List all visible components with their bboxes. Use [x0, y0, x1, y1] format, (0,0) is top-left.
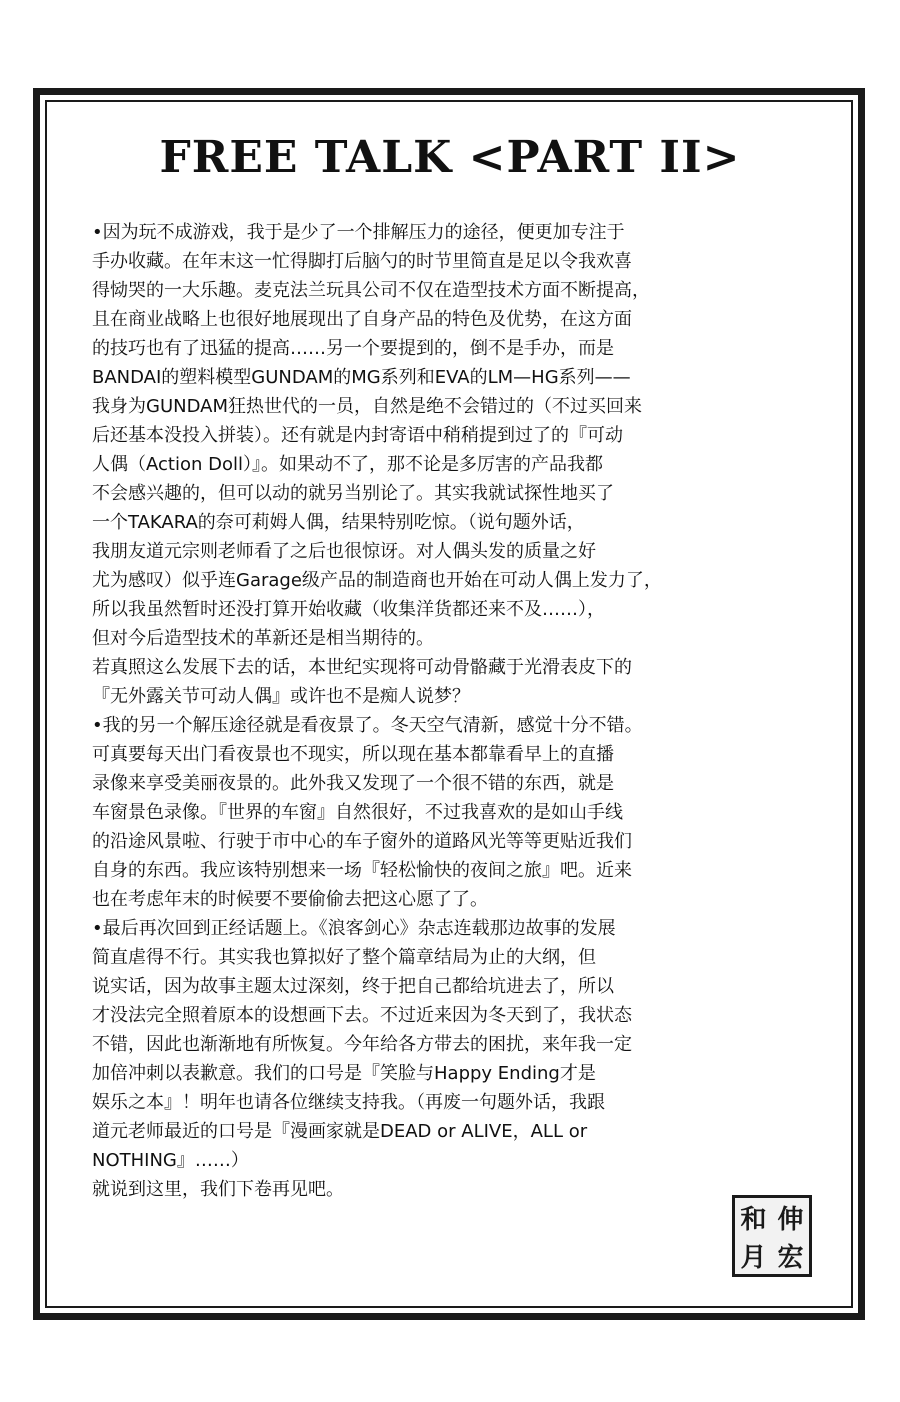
text-line: •因为玩不成游戏，我于是少了一个排解压力的途径，便更加专注于	[92, 222, 625, 243]
text-line: 人偶（Action Doll）』。如果动不了，那不论是多厉害的产品我都	[92, 454, 603, 475]
text-line: 的沿途风景啦、行驶于市中心的车子窗外的道路风光等等更贴近我们	[92, 831, 632, 852]
text-line: 也在考虑年末的时候要不要偷偷去把这心愿了了。	[92, 889, 488, 910]
text-line: 加倍冲刺以表歉意。我们的口号是『笑脸与Happy Ending才是	[92, 1063, 596, 1084]
text-line: 自身的东西。我应该特别想来一场『轻松愉快的夜间之旅』吧。近来	[92, 860, 632, 881]
page-title: FREE TALK <PART II>	[159, 132, 741, 183]
text-line: 录像来享受美丽夜景的。此外我又发现了一个很不错的东西，就是	[92, 773, 614, 794]
text-line: 后还基本没投入拼装）。还有就是内封寄语中稍稍提到过了的『可动	[92, 425, 623, 446]
text-line: 一个TAKARA的奈可莉姆人偶，结果特别吃惊。（说句题外话，	[92, 512, 585, 533]
text-line: BANDAI的塑料模型GUNDAM的MG系列和EVA的LM—HG系列——	[92, 367, 631, 388]
seal-char: 宏	[777, 1242, 804, 1273]
text-line: 所以我虽然暂时还没打算开始收藏（收集洋货都还来不及……），	[92, 599, 605, 620]
text-line: 手办收藏。在年末这一忙得脚打后脑勺的时节里简直是足以令我欢喜	[92, 251, 632, 272]
seal-char: 伸	[777, 1204, 804, 1235]
text-line: 说实话，因为故事主题太过深刻，终于把自己都给坑进去了，所以	[92, 976, 614, 997]
text-line: 得恸哭的一大乐趣。麦克法兰玩具公司不仅在造型技术方面不断提高，	[92, 280, 650, 301]
text-line: NOTHING』……）	[92, 1150, 249, 1171]
text-line: 简直虐得不行。其实我也算拟好了整个篇章结局为止的大纲，但	[92, 947, 596, 968]
text-line: 车窗景色录像。『世界的车窗』自然很好，不过我喜欢的是如山手线	[92, 802, 623, 823]
free-talk-body	[92, 218, 832, 1204]
text-line: 但对今后造型技术的革新还是相当期待的。	[92, 628, 434, 649]
text-line: •最后再次回到正经话题上。《浪客剑心》杂志连载那边故事的发展	[92, 918, 616, 939]
text-line: 若真照这么发展下去的话，本世纪实现将可动骨骼藏于光滑表皮下的	[92, 657, 632, 678]
text-line: 就说到这里，我们下卷再见吧。	[92, 1179, 344, 1200]
text-line: •我的另一个解压途径就是看夜景了。冬天空气清新，感觉十分不错。	[92, 715, 643, 736]
text-line: 的技巧也有了迅猛的提高……另一个要提到的，倒不是手办，而是	[92, 338, 614, 359]
text-line: 我身为GUNDAM狂热世代的一员，自然是绝不会错过的（不过买回来	[92, 396, 642, 417]
text-line: 且在商业战略上也很好地展现出了自身产品的特色及优势，在这方面	[92, 309, 632, 330]
text-line: 才没法完全照着原本的设想画下去。不过近来因为冬天到了，我状态	[92, 1005, 632, 1026]
text-line: 可真要每天出门看夜景也不现实，所以现在基本都靠看早上的直播	[92, 744, 614, 765]
text-line: 『无外露关节可动人偶』或许也不是痴人说梦？	[92, 686, 470, 707]
seal-char: 月	[740, 1242, 767, 1273]
text-line: 娱乐之本』！明年也请各位继续支持我。（再废一句题外话，我跟	[92, 1092, 605, 1113]
author-seal-stamp	[732, 1195, 812, 1277]
seal-char: 和	[740, 1204, 767, 1235]
text-line: 尤为感叹）似乎连Garage级产品的制造商也开始在可动人偶上发力了，	[92, 570, 662, 591]
text-line: 不会感兴趣的，但可以动的就另当别论了。其实我就试探性地买了	[92, 483, 614, 504]
text-line: 道元老师最近的口号是『漫画家就是DEAD or ALIVE，ALL or	[92, 1121, 588, 1142]
text-line: 不错，因此也渐渐地有所恢复。今年给各方带去的困扰，来年我一定	[92, 1034, 632, 1055]
text-line: 我朋友道元宗则老师看了之后也很惊讶。对人偶头发的质量之好	[92, 541, 596, 562]
